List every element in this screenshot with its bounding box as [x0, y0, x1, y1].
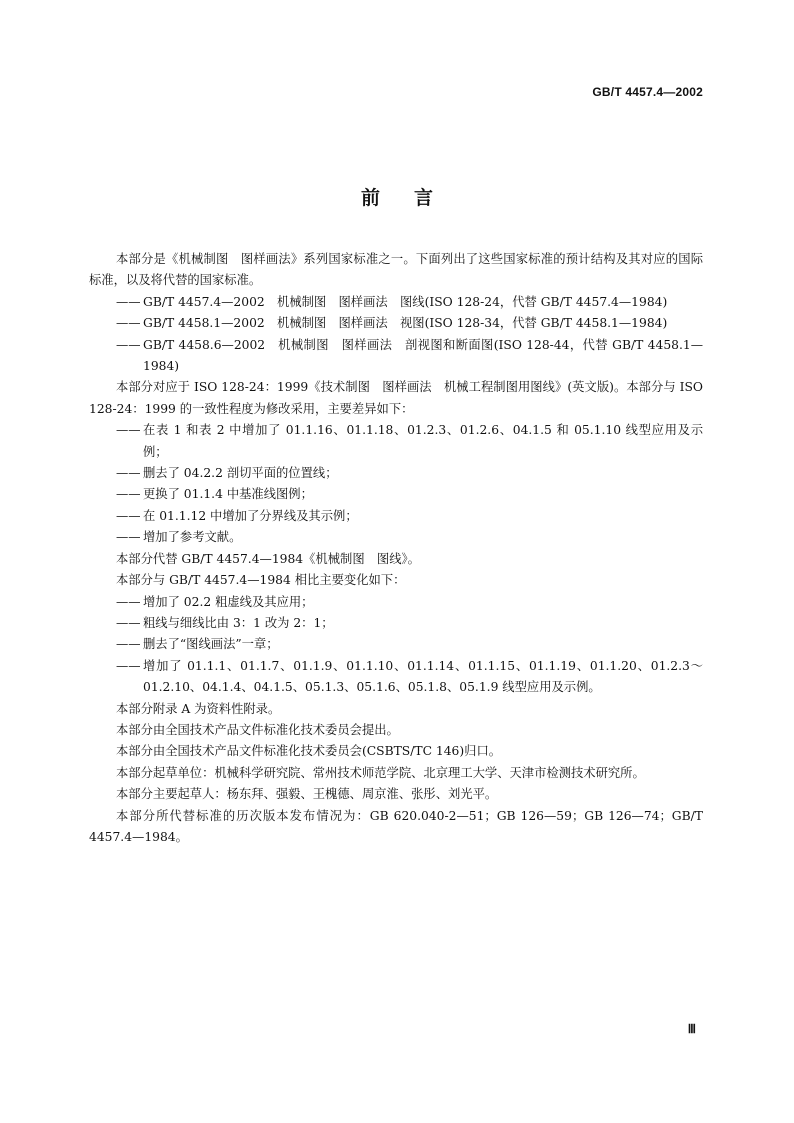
list-item: —— 粗线与细线比由 3：1 改为 2：1；	[116, 615, 334, 630]
list-item: —— GB/T 4458.6—2002 机械制图 图样画法 剖视图和断面图(ISO 128-44，代替 GB/T 4458.1—1984)	[116, 337, 703, 374]
list-item: —— 增加了 01.1.1、01.1.7、01.1.9、01.1.10、01.1.14、01.1.15、01.1.19、01.1.20、01.2.3～01.2.10、04.1.4、04.1.5、05.1.3、05.1.6、05.1.8、05.1.9 线型应用及示例。	[116, 658, 703, 695]
paragraph: 本部分是《机械制图 图样画法》系列国家标准之一。下面列出了这些国家标准的预计结构及其对应的国际标准，以及将代替的国家标准。	[89, 252, 703, 288]
paragraph: 本部分与 GB/T 4457.4—1984 相比主要变化如下：	[116, 573, 406, 588]
paragraph: 本部分代替 GB/T 4457.4—1984《机械制图 图线》。	[116, 551, 420, 566]
list-item: —— GB/T 4457.4—2002 机械制图 图样画法 图线(ISO 128-24，代替 GB/T 4457.4—1984)	[116, 294, 668, 309]
paragraph: 本部分由全国技术产品文件标准化技术委员会提出。	[116, 722, 399, 737]
paragraph: 本部分所代替标准的历次版本发布情况为：GB 620.040-2—51；GB 126—59；GB 126—74；GB/T 4457.4—1984。	[89, 808, 703, 844]
paragraph: 本部分由全国技术产品文件标准化技术委员会(CSBTS/TC 146)归口。	[116, 744, 502, 759]
list-item: —— 删去了“图线画法”一章；	[116, 637, 279, 652]
list-item: —— 删去了 04.2.2 剖切平面的位置线；	[116, 466, 338, 481]
list-item: —— 增加了 02.2 粗虚线及其应用；	[116, 594, 314, 609]
page-number: Ⅲ	[687, 1022, 696, 1036]
list-item: —— 更换了 01.1.4 中基准线图例；	[116, 487, 313, 502]
foreword-body	[89, 249, 703, 848]
list-item: —— GB/T 4458.1—2002 机械制图 图样画法 视图(ISO 128-34，代替 GB/T 4458.1—1984)	[116, 316, 668, 331]
list-item: —— 增加了参考文献。	[116, 530, 242, 545]
paragraph: 本部分附录 A 为资料性附录。	[116, 701, 281, 716]
list-item: —— 在 01.1.12 中增加了分界线及其示例；	[116, 508, 358, 523]
standard-code: GB/T 4457.4—2002	[592, 85, 703, 99]
paragraph: 本部分对应于 ISO 128-24：1999《技术制图 图样画法 机械工程制图用图线》(英文版)。本部分与 ISO 128-24：1999 的一致性程度为修改采用，主要差异如下：	[89, 380, 703, 416]
page-title: 前言	[360, 187, 467, 209]
list-item: —— 在表 1 和表 2 中增加了 01.1.16、01.1.18、01.2.3、01.2.6、04.1.5 和 05.1.10 线型应用及示例；	[116, 423, 703, 459]
paragraph: 本部分起草单位：机械科学研究院、常州技术师范学院、北京理工大学、天津市检测技术研究所。	[116, 765, 645, 780]
paragraph: 本部分主要起草人：杨东拜、强毅、王槐德、周京淮、张彤、刘光平。	[116, 787, 498, 802]
